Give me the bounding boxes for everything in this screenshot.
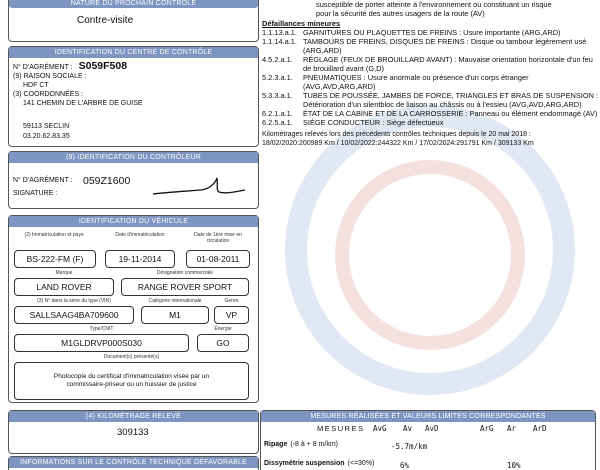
centre-header: IDENTIFICATION DU CENTRE DE CONTRÔLE xyxy=(9,47,258,58)
km-history-line1: Kilométrages relevés lors des précédents contrôles techniques depuis le 20 mai 2018 : xyxy=(262,131,531,138)
defect-code: 6.2.5.a.1. xyxy=(262,118,293,127)
energie-value: GO xyxy=(197,334,249,352)
next-control-section xyxy=(8,0,259,42)
defect-text: PNEUMATIQUES : Usure anormale ou présence d'un corps étranger (AVG,AVD,ARG,ARD) xyxy=(303,73,529,91)
defect-item xyxy=(262,55,598,73)
dissym-limit: (<=30%) xyxy=(347,460,375,467)
centre-address1: 141 CHEMIN DE L'ARBRE DE GUISE xyxy=(23,100,143,107)
km-value: 309133 xyxy=(117,427,149,438)
watermark-seal-inner xyxy=(335,160,525,350)
centre-raison-label: (9) RAISON SOCIALE : xyxy=(13,73,87,80)
measures-col-avg: AvG xyxy=(373,424,387,433)
energie-label: Énergie xyxy=(214,326,232,332)
defect-item xyxy=(262,118,598,127)
date-label: Date d'immatriculation xyxy=(115,232,165,238)
measures-col-ar: Ar xyxy=(507,424,517,433)
measures-section xyxy=(260,410,596,470)
vin-label: (3) N° dans la série du type (VIN) xyxy=(37,298,111,304)
ripage-label: Ripage xyxy=(264,441,288,448)
centre-agrement-label: N° D'AGRÉMENT : xyxy=(13,64,73,71)
controleur-signature-label: SIGNATURE : xyxy=(13,190,58,197)
defect-item xyxy=(262,28,598,37)
intro-line1: susceptible de porter atteinte à l'environnement ou constituant un risque xyxy=(316,0,552,9)
minor-title: Défaillances mineures xyxy=(262,19,341,28)
centre-address2: 59113 SECLIN xyxy=(23,123,70,130)
controleur-signature xyxy=(149,174,249,200)
immat-label: (2) Immatriculation et pays xyxy=(24,232,84,238)
marque-label: Marque xyxy=(55,270,73,276)
controleur-header: (9) IDENTIFICATION DU CONTRÔLEUR xyxy=(9,152,258,163)
defect-text: ÉTAT DE LA CABINE ET DE LA CARROSSERIE : Panneau ou élément endommagé (AV) xyxy=(303,109,598,118)
cat-label: Catégorie internationale xyxy=(148,298,202,304)
dissym-row xyxy=(264,460,374,467)
defect-text: TAMBOURS DE FREINS, DISQUES DE FREINS : Disque ou tambour légèrement usé (ARG,ARD) xyxy=(303,37,587,55)
immat-value: BS-222-FM (F) xyxy=(14,250,96,268)
defect-code: 1.1.13.a.1. xyxy=(262,28,297,37)
km-section xyxy=(8,410,259,454)
genre-value: VP xyxy=(214,306,249,324)
docs-value: Photocopie du certificat d'immatriculation visée par un commissaire-priseur ou un huissier de justice xyxy=(53,373,210,388)
docs-value-box xyxy=(14,362,249,400)
controleur-section xyxy=(8,151,259,209)
defect-item xyxy=(262,37,598,55)
centre-section xyxy=(8,46,259,147)
defect-code: 6.2.1.a.1. xyxy=(262,109,293,118)
marque-value: LAND ROVER xyxy=(14,278,114,296)
defect-code: 4.5.2.a.1. xyxy=(262,55,293,64)
measures-col-ard: ArD xyxy=(533,424,547,433)
measures-col-arg: ArG xyxy=(480,424,494,433)
defect-text: RÉGLAGE (FEUX DE BROUILLARD AVANT) : Mauvaise orientation horizontale d'un feu de brouillard avant (G,D) xyxy=(303,55,593,73)
ripage-row xyxy=(264,441,338,448)
type-label: Type/CNIT xyxy=(89,326,114,332)
km-header: (4) KILOMÉTRAGE RELEVÉ xyxy=(9,411,258,422)
centre-raison-value: HDF CT xyxy=(23,82,49,89)
first-label: Date de 1ère mise en circulation xyxy=(194,232,242,244)
measures-header: MESURES RÉALISÉES ET VALEURS LIMITES CORRESPONDANTES xyxy=(261,411,595,422)
defect-code: 1.1.14.a.1. xyxy=(262,37,297,46)
km-history-line2: 18/02/2020:200989 Km / 10/02/2022:244322 Km / 17/02/2024:291791 Km / 309133 Km xyxy=(262,140,534,147)
defect-code: 5.3.3.a.1. xyxy=(262,91,293,100)
dissym-label: Dissymétrie suspension xyxy=(264,460,345,467)
genre-label: Genre xyxy=(224,298,239,304)
defect-text: GARNITURES OU PLAQUETTES DE FREINS : Usure importante (ARG,ARD) xyxy=(303,28,561,37)
cat-value: M1 xyxy=(141,306,209,324)
defect-code: 5.2.3.a.1. xyxy=(262,73,293,82)
next-control-value: Contre-visite xyxy=(77,15,134,26)
vin-value: SALLSAAG4BA709600 xyxy=(14,306,134,324)
info-header: INFORMATIONS SUR LE CONTRÔLE TECHNIQUE DÉFAVORABLE xyxy=(9,457,258,468)
defect-item xyxy=(262,73,598,91)
defect-item xyxy=(262,91,598,109)
date-value: 19-11-2014 xyxy=(105,250,175,268)
dissym-ar-value: 10% xyxy=(507,461,521,470)
defects-list xyxy=(262,28,598,127)
comm-label: Désignation commerciale xyxy=(156,270,214,276)
first-value: 01-08-2011 xyxy=(186,250,250,268)
centre-agrement-value: S059F508 xyxy=(78,60,128,72)
centre-phone: 03.20.62.83.35 xyxy=(23,133,70,140)
measures-col-title: MESURES xyxy=(317,424,365,433)
defects-panel xyxy=(262,0,598,148)
measures-col-avd: AvD xyxy=(425,424,439,433)
type-value: M1GLDRVP000S030 xyxy=(14,334,189,352)
comm-value: RANGE ROVER SPORT xyxy=(121,278,249,296)
controleur-agrement-value: 059Z1600 xyxy=(83,175,131,187)
defect-text: TUBES DE POUSSÉE, JAMBES DE FORCE, TRIANGLES ET BRAS DE SUSPENSION : Détérioration d'un silentbloc de liaison au châssis ou à l'essieu (AVG,AVD,ARG,ARD) xyxy=(303,91,599,109)
ripage-value: -5.7m/km xyxy=(391,442,428,451)
measures-col-av: Av xyxy=(403,424,413,433)
vehicule-section xyxy=(8,215,259,403)
defect-text: SIÈGE CONDUCTEUR : Siège défectueux xyxy=(303,118,444,127)
centre-coord-label: (3) COORDONNÉES : xyxy=(13,91,84,98)
dissym-av-value: 6% xyxy=(400,461,410,470)
next-control-header: NATURE DU PROCHAIN CONTRÔLE xyxy=(9,0,258,8)
controleur-agrement-label: N° D'AGRÉMENT : xyxy=(13,177,73,184)
ripage-limit: (-8 à + 8 m/km) xyxy=(290,441,338,448)
vehicule-header: IDENTIFICATION DU VÉHICULE xyxy=(9,216,258,227)
info-section xyxy=(8,456,259,470)
docs-label: Document(s) présenté(s) xyxy=(103,354,160,360)
defect-item xyxy=(262,109,598,118)
intro-line2: pour la sécurité des autres usagers de la route (AV) xyxy=(316,9,485,18)
